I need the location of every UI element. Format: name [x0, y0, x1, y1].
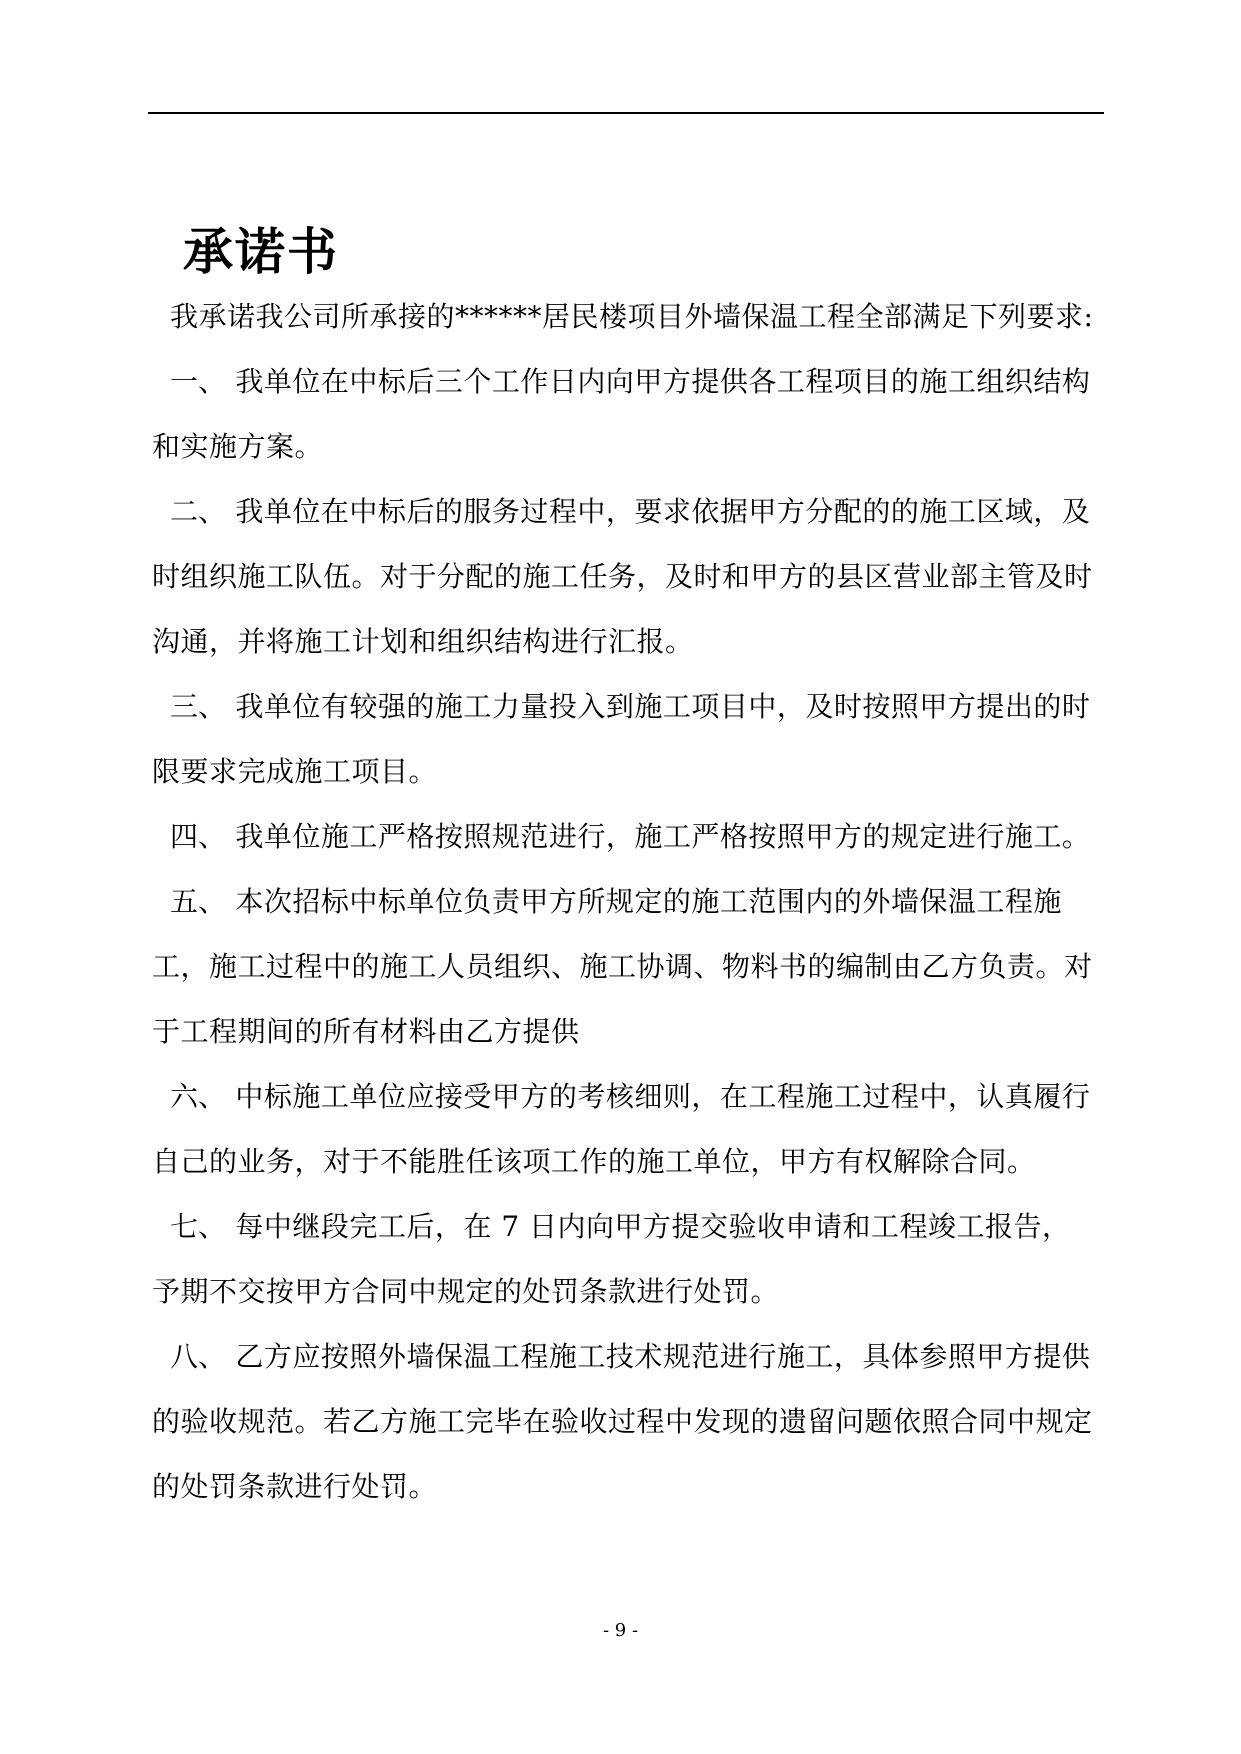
item-number: 三、 [170, 690, 227, 723]
item-text: 我单位施工严格按照规范进行，施工严格按照甲方的规定进行施工。 [235, 820, 1091, 853]
page-number: - 9 - [602, 1620, 639, 1641]
item-text: 我单位有较强的施工力量投入到施工项目中，及时按照甲方提出的时限要求完成施工项目。 [152, 690, 1091, 788]
intro-paragraph: 我承诺我公司所承接的******居民楼项目外墙保温工程全部满足下列要求: [170, 300, 1094, 333]
item-number: 五、 [170, 885, 227, 918]
header-rule [148, 112, 1104, 114]
commitment-item-4 [152, 804, 1098, 869]
commitment-item-8 [152, 1324, 1098, 1519]
item-number: 二、 [170, 495, 227, 528]
item-number: 六、 [170, 1080, 227, 1113]
document-body [152, 284, 1098, 1519]
commitment-item-3 [152, 674, 1098, 804]
commitment-item-2 [152, 479, 1098, 674]
commitment-item-1 [152, 349, 1098, 479]
document-title: 承诺书 [183, 223, 339, 281]
commitment-item-7 [152, 1194, 1098, 1324]
item-text: 每中继段完工后，在 7 日内向甲方提交验收申请和工程竣工报告，予期不交按甲方合同中规定的处罚条款进行处罚。 [152, 1210, 1071, 1308]
item-text: 我单位在中标后的服务过程中，要求依据甲方分配的的施工区域，及时组织施工队伍。对于分配的施工任务，及时和甲方的县区营业部主管及时沟通，并将施工计划和组织结构进行汇报。 [152, 495, 1093, 658]
item-number: 七、 [170, 1210, 227, 1243]
item-text: 我单位在中标后三个工作日内向甲方提供各工程项目的施工组织结构和实施方案。 [152, 365, 1091, 463]
item-number: 一、 [170, 365, 227, 398]
item-text: 本次招标中标单位负责甲方所规定的施工范围内的外墙保温工程施工，施工过程中的施工人员组织、施工协调、物料书的编制由乙方负责。对于工程期间的所有材料由乙方提供 [152, 885, 1093, 1048]
item-number: 四、 [170, 820, 227, 853]
commitment-item-6 [152, 1064, 1098, 1194]
item-text: 中标施工单位应接受甲方的考核细则，在工程施工过程中，认真履行自己的业务，对于不能胜任该项工作的施工单位，甲方有权解除合同。 [152, 1080, 1091, 1178]
item-number: 八、 [170, 1340, 227, 1373]
commitment-item-5 [152, 869, 1098, 1064]
item-text: 乙方应按照外墙保温工程施工技术规范进行施工，具体参照甲方提供的验收规范。若乙方施工完毕在验收过程中发现的遗留问题依照合同中规定的处罚条款进行处罚。 [152, 1340, 1093, 1503]
